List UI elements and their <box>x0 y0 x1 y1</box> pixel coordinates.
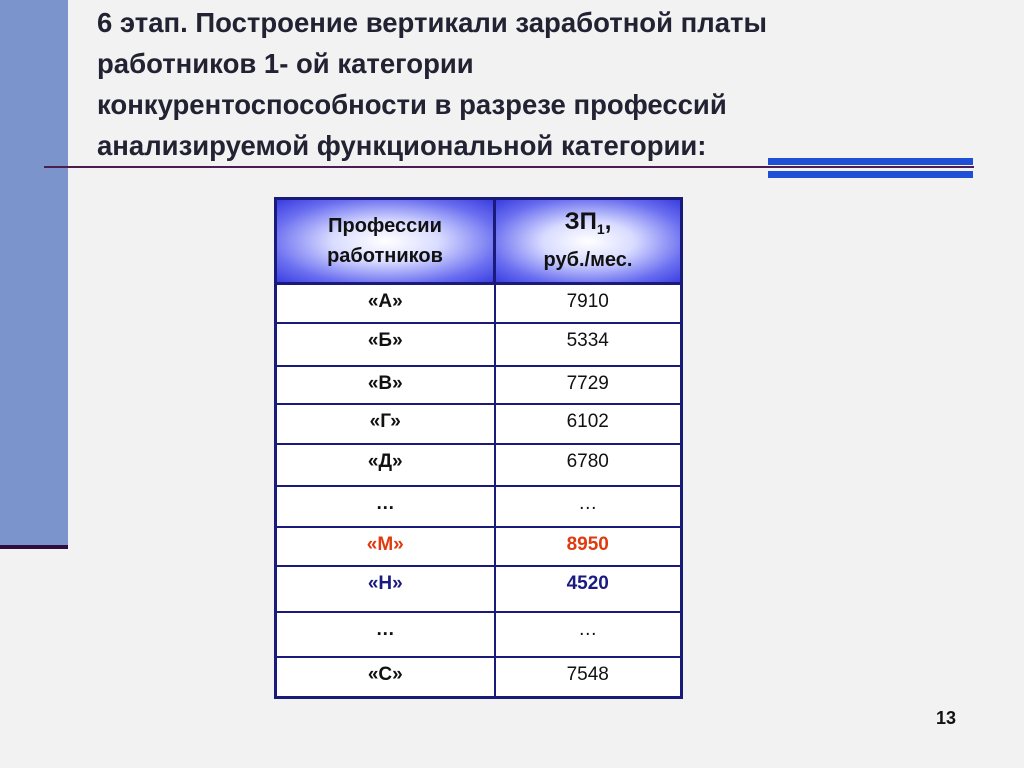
title-divider <box>44 166 974 168</box>
header-professions-line1: Профессии <box>328 215 442 237</box>
cell-salary: 7729 <box>495 366 682 404</box>
table-row <box>276 444 682 486</box>
header-salary-subscript: 1 <box>596 221 605 237</box>
cell-profession: «Д» <box>276 444 495 486</box>
cell-profession: … <box>276 486 495 527</box>
table-row <box>276 612 682 657</box>
table-row <box>276 657 682 698</box>
header-salary-label: ЗП <box>564 208 597 235</box>
slide-title <box>97 2 977 166</box>
salary-table-container <box>274 197 683 699</box>
cell-profession: «В» <box>276 366 495 404</box>
title-line-3: конкурентоспособности в разрезе профессий <box>97 89 727 120</box>
cell-salary: 7910 <box>495 284 682 323</box>
cell-profession-max: «М» <box>276 527 495 566</box>
cell-salary: … <box>495 612 682 657</box>
header-salary <box>495 199 682 284</box>
header-salary-unit: руб./мес. <box>543 249 633 271</box>
title-accent-bar-top <box>768 158 973 165</box>
cell-profession: … <box>276 612 495 657</box>
cell-profession: «С» <box>276 657 495 698</box>
side-decor-bar <box>0 0 68 545</box>
page-number: 13 <box>936 708 957 728</box>
cell-profession: «Г» <box>276 404 495 444</box>
table-header-row <box>276 199 682 284</box>
cell-salary: 5334 <box>495 323 682 366</box>
table-row <box>276 323 682 366</box>
header-salary-comma: , <box>604 208 612 235</box>
table-row <box>276 366 682 404</box>
title-accent-bar-bottom <box>768 171 973 178</box>
cell-salary: 6102 <box>495 404 682 444</box>
cell-salary: 7548 <box>495 657 682 698</box>
table-row <box>276 284 682 323</box>
header-professions-line2: работников <box>327 245 443 267</box>
salary-table <box>274 197 683 699</box>
cell-salary-max: 8950 <box>495 527 682 566</box>
title-line-1: 6 этап. Построение вертикали заработной платы <box>97 7 767 38</box>
table-row-min <box>276 566 682 612</box>
title-line-4: анализируемой функциональной категории: <box>97 130 707 161</box>
side-decor-line <box>0 545 68 549</box>
cell-salary-min: 4520 <box>495 566 682 612</box>
table-row <box>276 486 682 527</box>
cell-salary: … <box>495 486 682 527</box>
cell-profession-min: «Н» <box>276 566 495 612</box>
title-line-2: работников 1- ой категории <box>97 48 474 79</box>
cell-profession: «А» <box>276 284 495 323</box>
header-professions <box>276 199 495 284</box>
cell-salary: 6780 <box>495 444 682 486</box>
cell-profession: «Б» <box>276 323 495 366</box>
table-row-max <box>276 527 682 566</box>
table-row <box>276 404 682 444</box>
